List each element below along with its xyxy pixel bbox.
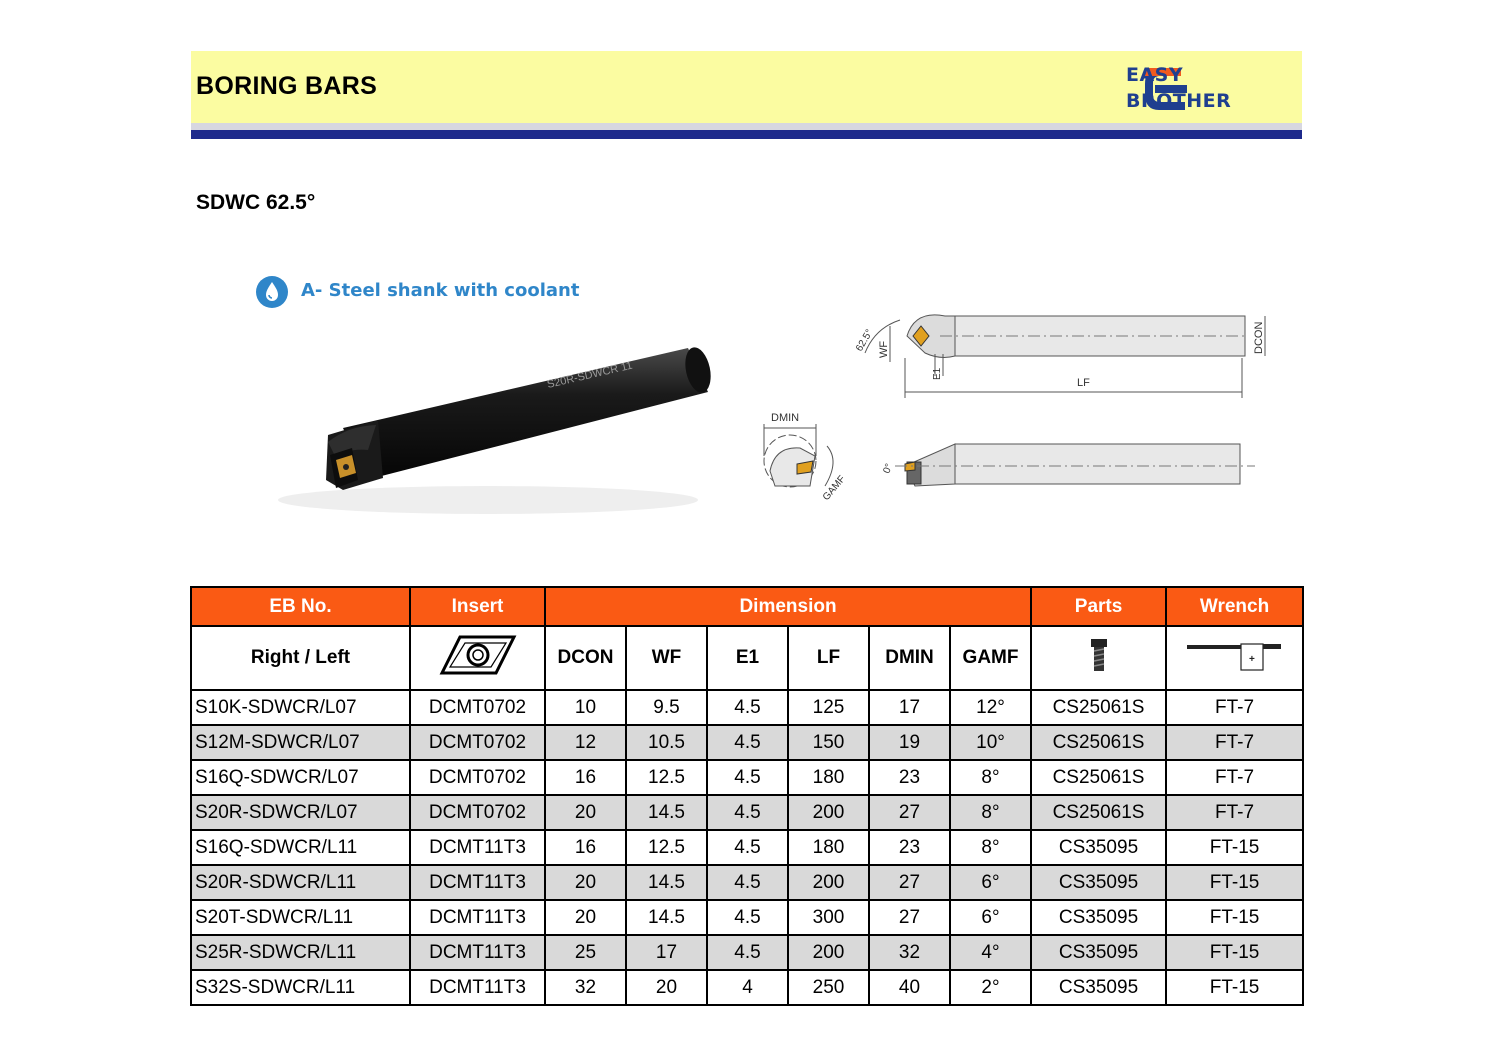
subheader-e1: E1 (707, 626, 788, 690)
cell-parts: CS35095 (1031, 935, 1166, 970)
insert-shape-icon (438, 633, 518, 677)
cell-dmin: 19 (869, 725, 950, 760)
label-dcon: DCON (1253, 321, 1265, 354)
cell-gamf: 6° (950, 865, 1031, 900)
cell-eb-no: S25R-SDWCR/L11 (191, 935, 410, 970)
cell-dcon: 32 (545, 970, 626, 1005)
cell-eb-no: S16Q-SDWCR/L11 (191, 830, 410, 865)
cell-e1: 4.5 (707, 690, 788, 725)
cell-eb-no: S10K-SDWCR/L07 (191, 690, 410, 725)
cell-lf: 250 (788, 970, 869, 1005)
cell-parts: CS35095 (1031, 830, 1166, 865)
cell-parts: CS25061S (1031, 795, 1166, 830)
cell-insert: DCMT0702 (410, 690, 545, 725)
cell-wrench: FT-15 (1166, 935, 1303, 970)
cell-gamf: 10° (950, 725, 1031, 760)
cell-lf: 150 (788, 725, 869, 760)
cell-eb-no: S12M-SDWCR/L07 (191, 725, 410, 760)
bar-marking: S20R-SDWCR 11 (545, 359, 634, 391)
cell-parts: CS25061S (1031, 690, 1166, 725)
boring-bar-photo (248, 330, 718, 530)
label-angle: 62.5° (854, 327, 876, 354)
cell-wf: 14.5 (626, 900, 707, 935)
cell-dcon: 16 (545, 830, 626, 865)
cell-eb-no: S20T-SDWCR/L11 (191, 900, 410, 935)
cell-wf: 12.5 (626, 830, 707, 865)
table-row (191, 970, 1303, 1005)
cell-parts: CS25061S (1031, 760, 1166, 795)
subheader-wf: WF (626, 626, 707, 690)
header-dimension: Dimension (545, 587, 1031, 626)
header-rule (191, 130, 1302, 139)
cell-lf: 300 (788, 900, 869, 935)
cell-gamf: 4° (950, 935, 1031, 970)
header-insert: Insert (410, 587, 545, 626)
label-e1: E1 (932, 367, 943, 380)
cell-parts: CS35095 (1031, 970, 1166, 1005)
cell-insert: DCMT0702 (410, 725, 545, 760)
label-zero-angle: 0° (881, 462, 896, 476)
cell-dcon: 16 (545, 760, 626, 795)
cell-wrench: FT-7 (1166, 795, 1303, 830)
cell-dmin: 27 (869, 865, 950, 900)
cell-gamf: 8° (950, 795, 1031, 830)
cell-wf: 20 (626, 970, 707, 1005)
logo-text-line1: EASY (1126, 64, 1184, 86)
cell-lf: 180 (788, 830, 869, 865)
table-row (191, 795, 1303, 830)
cell-dmin: 32 (869, 935, 950, 970)
subheader-lf: LF (788, 626, 869, 690)
cell-lf: 200 (788, 935, 869, 970)
cell-e1: 4 (707, 970, 788, 1005)
cell-insert: DCMT0702 (410, 760, 545, 795)
logo-text-line2: BROTHER (1126, 90, 1232, 112)
cell-e1: 4.5 (707, 865, 788, 900)
cell-dcon: 20 (545, 795, 626, 830)
cell-gamf: 8° (950, 830, 1031, 865)
cell-e1: 4.5 (707, 795, 788, 830)
cell-insert: DCMT11T3 (410, 935, 545, 970)
cell-wrench: FT-7 (1166, 760, 1303, 795)
insert-shape-cell (410, 626, 545, 690)
label-gamf: GAMF (820, 473, 848, 503)
page-title: BORING BARS (196, 72, 378, 100)
table-row (191, 725, 1303, 760)
subheader-right-left: Right / Left (191, 626, 410, 690)
screw-icon (1089, 637, 1109, 673)
cell-e1: 4.5 (707, 830, 788, 865)
cell-eb-no: S32S-SDWCR/L11 (191, 970, 410, 1005)
cell-dcon: 10 (545, 690, 626, 725)
table-header-row (191, 587, 1303, 626)
table-row (191, 935, 1303, 970)
cell-dcon: 12 (545, 725, 626, 760)
cell-dmin: 27 (869, 795, 950, 830)
cell-gamf: 2° (950, 970, 1031, 1005)
table-row (191, 900, 1303, 935)
cell-eb-no: S20R-SDWCR/L11 (191, 865, 410, 900)
cell-wrench: FT-7 (1166, 725, 1303, 760)
cell-dcon: 25 (545, 935, 626, 970)
header-eb-no: EB No. (191, 587, 410, 626)
cell-wf: 10.5 (626, 725, 707, 760)
table-row (191, 830, 1303, 865)
label-lf: LF (1077, 377, 1090, 389)
cell-e1: 4.5 (707, 935, 788, 970)
cell-eb-no: S16Q-SDWCR/L07 (191, 760, 410, 795)
table-subheader-row (191, 626, 1303, 690)
wrench-icon-cell (1166, 626, 1303, 690)
table-row (191, 690, 1303, 725)
cell-insert: DCMT0702 (410, 795, 545, 830)
subheader-dcon: DCON (545, 626, 626, 690)
cell-lf: 180 (788, 760, 869, 795)
cell-dmin: 17 (869, 690, 950, 725)
cell-wrench: FT-15 (1166, 900, 1303, 935)
cell-wf: 14.5 (626, 795, 707, 830)
cell-dmin: 27 (869, 900, 950, 935)
cell-parts: CS35095 (1031, 900, 1166, 935)
label-dmin: DMIN (771, 412, 800, 424)
cell-lf: 200 (788, 865, 869, 900)
end-view-drawing (755, 406, 865, 506)
cell-insert: DCMT11T3 (410, 865, 545, 900)
cell-e1: 4.5 (707, 900, 788, 935)
table-row (191, 865, 1303, 900)
cell-wrench: FT-7 (1166, 690, 1303, 725)
subheader-dmin: DMIN (869, 626, 950, 690)
cell-dmin: 23 (869, 830, 950, 865)
cell-insert: DCMT11T3 (410, 830, 545, 865)
header-rule-light (191, 123, 1302, 130)
cell-lf: 125 (788, 690, 869, 725)
cell-wf: 17 (626, 935, 707, 970)
cell-dcon: 20 (545, 900, 626, 935)
cell-parts: CS25061S (1031, 725, 1166, 760)
cell-e1: 4.5 (707, 725, 788, 760)
spec-table (190, 586, 1304, 1006)
header-wrench: Wrench (1166, 587, 1303, 626)
table-row (191, 760, 1303, 795)
cell-gamf: 6° (950, 900, 1031, 935)
label-wf: WF (878, 340, 890, 358)
subheader-gamf: GAMF (950, 626, 1031, 690)
cell-insert: DCMT11T3 (410, 970, 545, 1005)
parts-icon-cell (1031, 626, 1166, 690)
section-title: SDWC 62.5° (196, 191, 316, 214)
cell-wf: 12.5 (626, 760, 707, 795)
badge-label: A- Steel shank with coolant (301, 280, 580, 301)
cell-parts: CS35095 (1031, 865, 1166, 900)
cell-eb-no: S20R-SDWCR/L07 (191, 795, 410, 830)
header-parts: Parts (1031, 587, 1166, 626)
cell-dmin: 40 (869, 970, 950, 1005)
cell-lf: 200 (788, 795, 869, 830)
cell-wf: 14.5 (626, 865, 707, 900)
water-drop-icon (256, 276, 288, 308)
top-view-drawing (845, 298, 1285, 408)
cell-wrench: FT-15 (1166, 970, 1303, 1005)
cell-gamf: 8° (950, 760, 1031, 795)
cell-gamf: 12° (950, 690, 1031, 725)
cell-e1: 4.5 (707, 760, 788, 795)
cell-wf: 9.5 (626, 690, 707, 725)
cell-dcon: 20 (545, 865, 626, 900)
svg-text:+: + (1248, 654, 1255, 665)
cell-dmin: 23 (869, 760, 950, 795)
cell-insert: DCMT11T3 (410, 900, 545, 935)
side-view-drawing (875, 438, 1260, 498)
cell-wrench: FT-15 (1166, 865, 1303, 900)
cell-wrench: FT-15 (1166, 830, 1303, 865)
wrench-icon (1185, 637, 1285, 673)
